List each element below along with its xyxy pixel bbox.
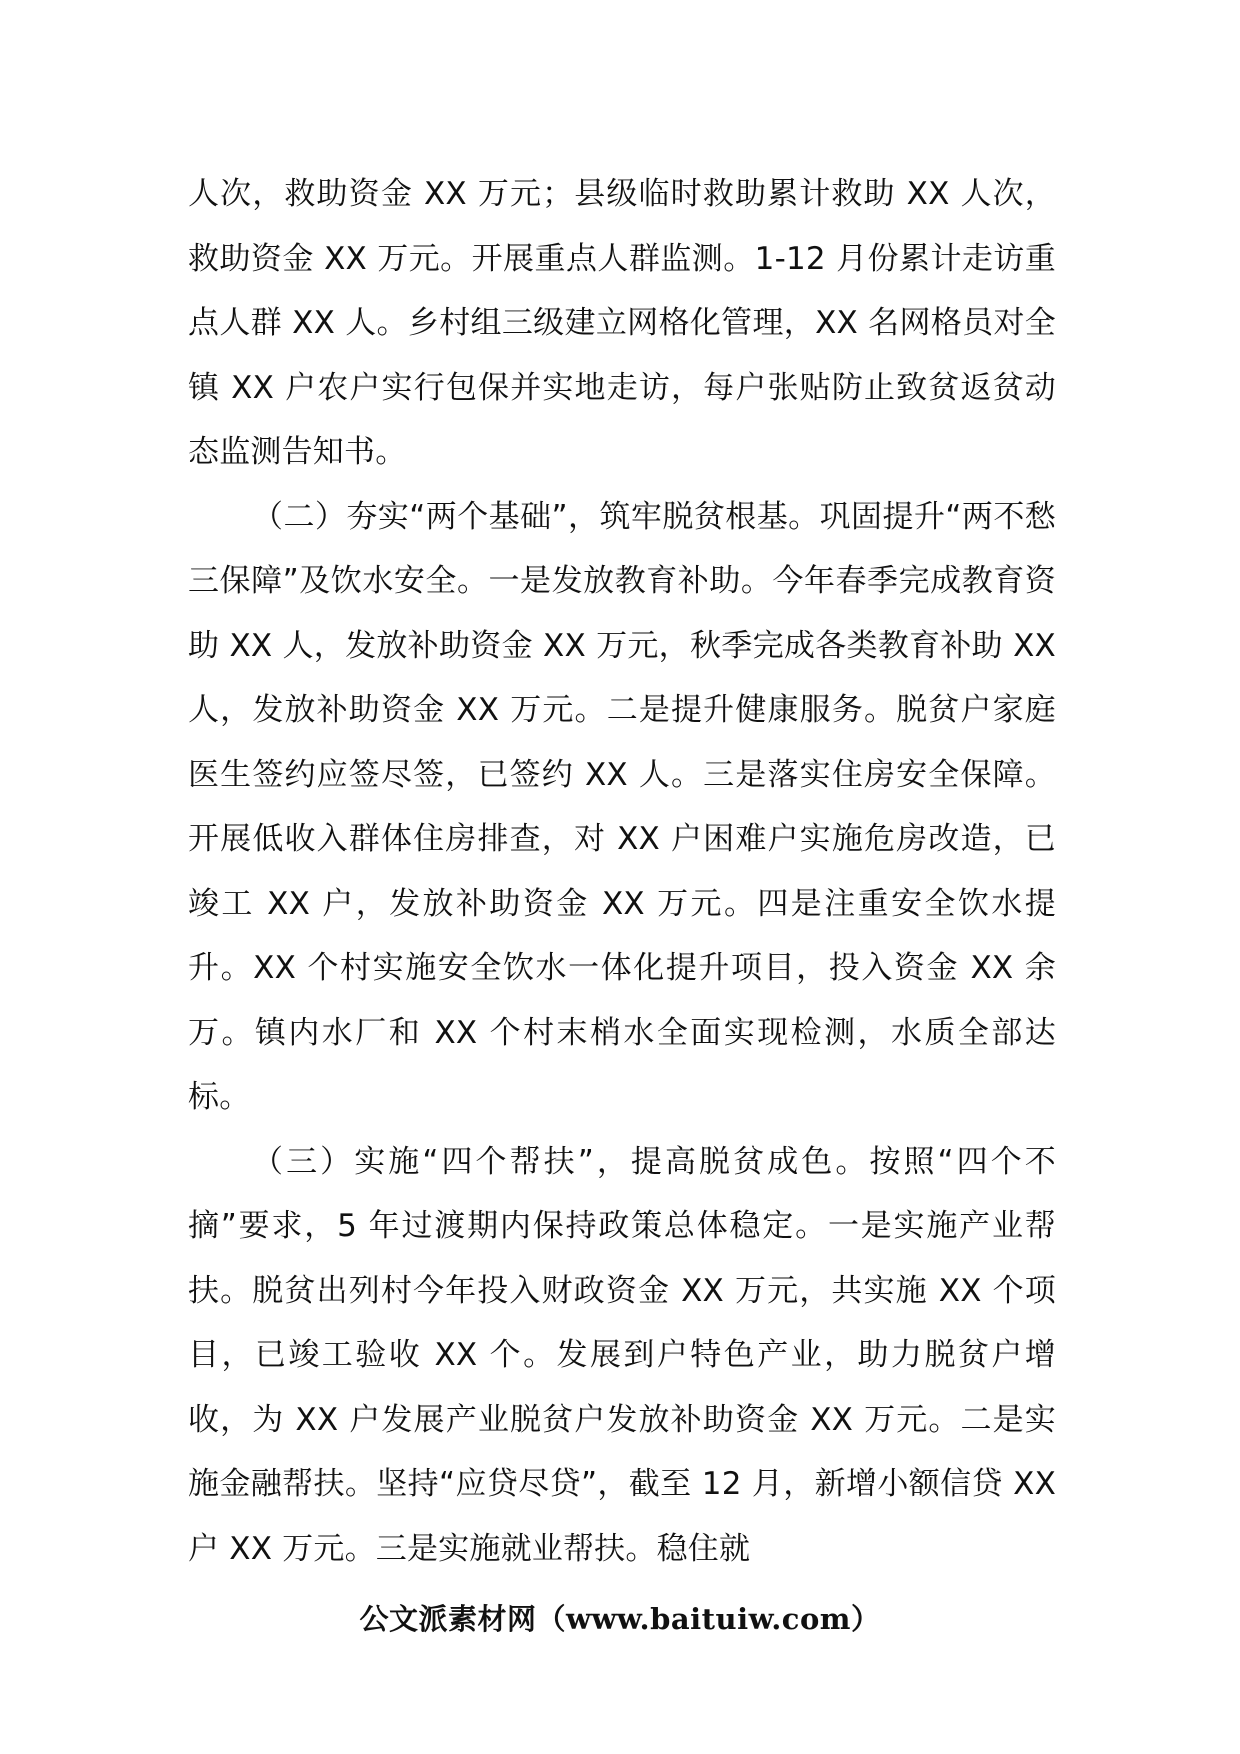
footer-watermark: 公文派素材网（www.baituiw.com）: [359, 1602, 881, 1636]
document-body: [188, 162, 1056, 1581]
paragraph-section-three: （三）实施“四个帮扶”，提高脱贫成色。按照“四个不摘”要求，5 年过渡期内保持政策总体稳定。一是实施产业帮扶。脱贫出列村今年投入财政资金 XX 万元，共实施 XX 个项目，已竣工验收 XX 个。发展到户特色产业，助力脱贫户增收，为 XX 户发展产业脱贫户发放补助资金 XX 万元。二是实施金融帮扶。坚持“应贷尽贷”，截至 12 月，新增小额信贷 XX 户 XX 万元。三是实施就业帮扶。稳住就: [188, 1143, 1056, 1567]
paragraph-section-two: （二）夯实“两个基础”，筑牢脱贫根基。巩固提升“两不愁三保障”及饮水安全。一是发放教育补助。今年春季完成教育资助 XX 人，发放补助资金 XX 万元，秋季完成各类教育补助 XX 人，发放补助资金 XX 万元。二是提升健康服务。脱贫户家庭医生签约应签尽签，已签约 XX 人。三是落实住房安全保障。开展低收入群体住房排查，对 XX 户困难户实施危房改造，已竣工 XX 户，发放补助资金 XX 万元。四是注重安全饮水提升。XX 个村实施安全饮水一体化提升项目，投入资金 XX 余万。镇内水厂和 XX 个村末梢水全面实现检测，水质全部达标。: [188, 498, 1056, 1115]
paragraph-continuation: 人次，救助资金 XX 万元；县级临时救助累计救助 XX 人次，救助资金 XX 万元。开展重点人群监测。1-12 月份累计走访重点人群 XX 人。乡村组三级建立网格化管理，XX 名网格员对全镇 XX 户农户实行包保并实地走访，每户张贴防止致贫返贫动态监测告知书。: [188, 176, 1056, 470]
